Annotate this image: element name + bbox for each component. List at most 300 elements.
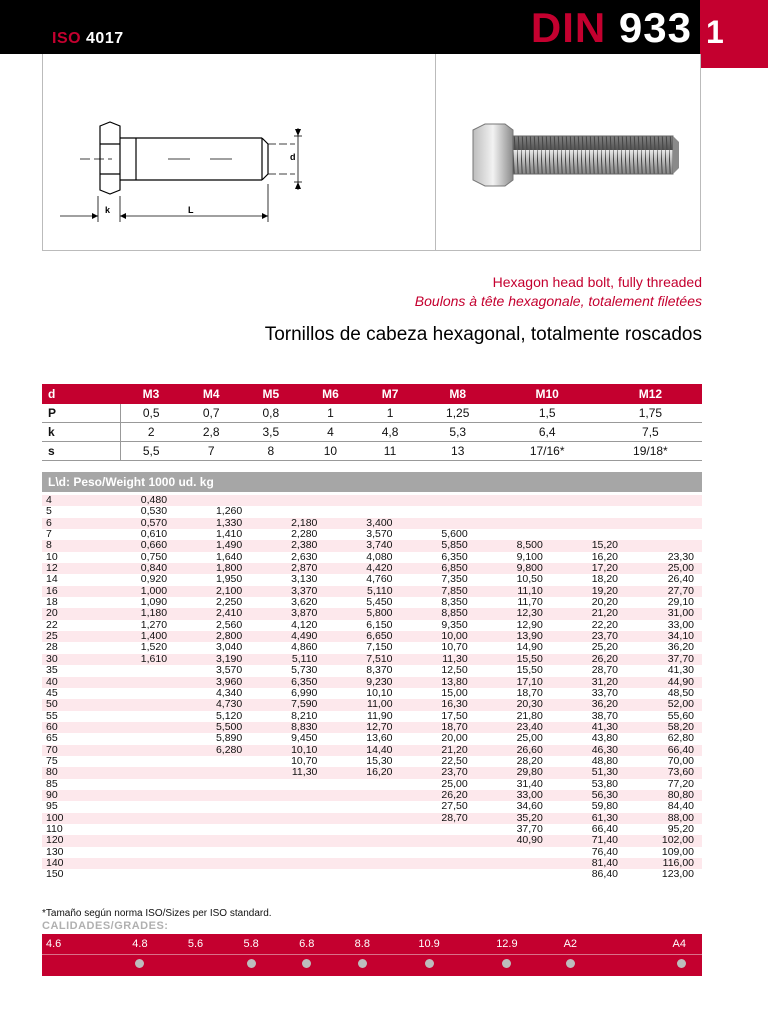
weight-value: 19,20 xyxy=(551,586,626,597)
weight-value xyxy=(325,801,400,812)
weight-value: 15,20 xyxy=(551,540,626,551)
availability-dot-icon xyxy=(135,959,144,968)
weight-value xyxy=(175,813,250,824)
weight-value: 1,800 xyxy=(175,563,250,574)
weight-value: 22,50 xyxy=(401,756,476,767)
weight-value xyxy=(100,665,175,676)
weight-value: 1,090 xyxy=(100,597,175,608)
length-value: 30 xyxy=(42,654,100,665)
weight-value: 28,70 xyxy=(401,813,476,824)
weight-row xyxy=(42,665,702,676)
weight-value xyxy=(476,847,551,858)
weight-value: 102,00 xyxy=(626,835,702,846)
weight-value: 1,260 xyxy=(175,506,250,517)
weight-value: 2,630 xyxy=(250,552,325,563)
weight-value xyxy=(250,790,325,801)
dimension-value: 0,7 xyxy=(181,404,241,423)
header-bar xyxy=(0,0,700,54)
weight-value: 5,890 xyxy=(175,733,250,744)
grade-availability xyxy=(42,955,112,976)
weight-value: 23,70 xyxy=(401,767,476,778)
weight-value: 31,20 xyxy=(551,677,626,688)
weight-value xyxy=(325,790,400,801)
weight-value: 25,20 xyxy=(551,642,626,653)
grade-availability xyxy=(279,955,335,976)
weight-value: 1,000 xyxy=(100,586,175,597)
weight-value: 58,20 xyxy=(626,722,702,733)
weight-value: 6,650 xyxy=(325,631,400,642)
weight-value xyxy=(100,835,175,846)
weight-value: 2,870 xyxy=(250,563,325,574)
length-value: 100 xyxy=(42,813,100,824)
weight-value xyxy=(250,835,325,846)
weight-value: 27,70 xyxy=(626,586,702,597)
weight-value: 2,800 xyxy=(175,631,250,642)
weight-value: 15,30 xyxy=(325,756,400,767)
weight-value: 25,00 xyxy=(401,779,476,790)
title-spanish: Tornillos de cabeza hexagonal, totalmente roscados xyxy=(264,324,702,345)
weight-value: 34,10 xyxy=(626,631,702,642)
length-value: 35 xyxy=(42,665,100,676)
dimensions-row xyxy=(42,404,702,423)
weight-value: 81,40 xyxy=(551,858,626,869)
weight-value: 10,00 xyxy=(401,631,476,642)
weight-value: 31,40 xyxy=(476,779,551,790)
length-value: 85 xyxy=(42,779,100,790)
weight-value xyxy=(250,506,325,517)
weight-value: 9,350 xyxy=(401,620,476,631)
weight-value: 2,180 xyxy=(250,518,325,529)
weight-value xyxy=(100,813,175,824)
dimension-value: 1,5 xyxy=(496,404,599,423)
weight-value: 66,40 xyxy=(551,824,626,835)
dimension-value: 10 xyxy=(301,442,361,461)
weight-value: 6,850 xyxy=(401,563,476,574)
weight-value: 73,60 xyxy=(626,767,702,778)
weight-value: 20,30 xyxy=(476,699,551,710)
label-k: k xyxy=(105,205,111,215)
weight-value xyxy=(325,835,400,846)
weight-value: 15,50 xyxy=(476,654,551,665)
weight-value: 20,20 xyxy=(551,597,626,608)
weight-value: 6,150 xyxy=(325,620,400,631)
weight-value: 41,30 xyxy=(551,722,626,733)
weight-row xyxy=(42,869,702,880)
weight-value: 5,800 xyxy=(325,608,400,619)
weight-value: 16,20 xyxy=(551,552,626,563)
length-value: 80 xyxy=(42,767,100,778)
weight-value: 1,490 xyxy=(175,540,250,551)
weight-value: 15,50 xyxy=(476,665,551,676)
weight-value: 8,850 xyxy=(401,608,476,619)
weight-value xyxy=(551,518,626,529)
length-value: 28 xyxy=(42,642,100,653)
weight-value: 10,10 xyxy=(250,745,325,756)
weight-value: 12,90 xyxy=(476,620,551,631)
weight-value: 3,190 xyxy=(175,654,250,665)
dimension-value: 17/16* xyxy=(496,442,599,461)
dimension-value: 1 xyxy=(301,404,361,423)
dimension-value: 19/18* xyxy=(599,442,702,461)
weight-value xyxy=(250,813,325,824)
weight-value: 84,40 xyxy=(626,801,702,812)
grade-availability xyxy=(335,955,391,976)
weight-value: 8,830 xyxy=(250,722,325,733)
weight-value xyxy=(175,801,250,812)
weight-value: 37,70 xyxy=(476,824,551,835)
weight-value: 5,450 xyxy=(325,597,400,608)
weight-value xyxy=(100,688,175,699)
length-value: 18 xyxy=(42,597,100,608)
dimensions-row xyxy=(42,442,702,461)
weight-value: 6,280 xyxy=(175,745,250,756)
weight-value: 88,00 xyxy=(626,813,702,824)
weight-value xyxy=(626,518,702,529)
weight-value: 25,00 xyxy=(476,733,551,744)
weight-value xyxy=(325,506,400,517)
length-value: 5 xyxy=(42,506,100,517)
weight-value: 1,270 xyxy=(100,620,175,631)
weight-value: 36,20 xyxy=(626,642,702,653)
grade-availability xyxy=(595,955,702,976)
weight-value xyxy=(175,767,250,778)
weight-value: 7,590 xyxy=(250,699,325,710)
weight-value: 86,40 xyxy=(551,869,626,880)
weight-value: 11,00 xyxy=(325,699,400,710)
grade-label: 6.8 xyxy=(299,938,315,950)
row-label: s xyxy=(42,442,121,461)
length-value: 120 xyxy=(42,835,100,846)
length-value: 130 xyxy=(42,847,100,858)
weight-value: 27,50 xyxy=(401,801,476,812)
weight-value: 1,330 xyxy=(175,518,250,529)
weight-value: 25,00 xyxy=(626,563,702,574)
weight-value: 5,850 xyxy=(401,540,476,551)
length-value: 70 xyxy=(42,745,100,756)
weight-value: 71,40 xyxy=(551,835,626,846)
image-divider xyxy=(435,54,436,251)
weight-value xyxy=(100,711,175,722)
weight-value: 1,180 xyxy=(100,608,175,619)
weight-value: 51,30 xyxy=(551,767,626,778)
weight-value: 34,60 xyxy=(476,801,551,812)
grade-label: 4.6 xyxy=(46,938,62,950)
weight-value: 9,100 xyxy=(476,552,551,563)
weight-value: 13,90 xyxy=(476,631,551,642)
weight-value: 48,80 xyxy=(551,756,626,767)
weight-value: 10,70 xyxy=(250,756,325,767)
weight-value xyxy=(100,756,175,767)
length-value: 90 xyxy=(42,790,100,801)
grade-label: 8.8 xyxy=(354,938,370,950)
weight-value xyxy=(175,858,250,869)
length-value: 25 xyxy=(42,631,100,642)
weight-value: 5,500 xyxy=(175,722,250,733)
weight-value: 6,990 xyxy=(250,688,325,699)
weights-table xyxy=(42,495,702,881)
weight-value: 31,00 xyxy=(626,608,702,619)
length-value: 8 xyxy=(42,540,100,551)
weight-value: 1,950 xyxy=(175,574,250,585)
weight-value: 33,00 xyxy=(626,620,702,631)
weight-value: 3,870 xyxy=(250,608,325,619)
length-value: 16 xyxy=(42,586,100,597)
weight-value: 15,00 xyxy=(401,688,476,699)
weight-value: 46,30 xyxy=(551,745,626,756)
din-standard xyxy=(531,4,692,52)
weight-value: 5,110 xyxy=(325,586,400,597)
grades-bar xyxy=(42,934,702,976)
weight-value: 38,70 xyxy=(551,711,626,722)
weight-value: 23,40 xyxy=(476,722,551,733)
weight-value: 7,850 xyxy=(401,586,476,597)
dimension-value: 5,5 xyxy=(121,442,182,461)
weight-value: 3,570 xyxy=(175,665,250,676)
header-cell: M8 xyxy=(420,384,496,404)
weight-value: 80,80 xyxy=(626,790,702,801)
weight-value xyxy=(250,847,325,858)
length-value: 55 xyxy=(42,711,100,722)
weight-value: 13,60 xyxy=(325,733,400,744)
weight-value: 29,10 xyxy=(626,597,702,608)
weight-value xyxy=(100,677,175,688)
length-value: 65 xyxy=(42,733,100,744)
photo-bolt-head xyxy=(473,124,513,186)
weight-value: 21,20 xyxy=(551,608,626,619)
weight-value: 61,30 xyxy=(551,813,626,824)
weight-value xyxy=(626,529,702,540)
weight-value xyxy=(100,869,175,880)
weight-value: 1,400 xyxy=(100,631,175,642)
weight-value: 18,70 xyxy=(401,722,476,733)
weight-value: 5,110 xyxy=(250,654,325,665)
label-L: L xyxy=(188,205,194,215)
grade-label: 5.6 xyxy=(187,938,204,950)
label-d: d xyxy=(290,152,296,162)
weight-value xyxy=(100,847,175,858)
weight-row xyxy=(42,835,702,846)
weight-value: 10,50 xyxy=(476,574,551,585)
weight-value: 9,230 xyxy=(325,677,400,688)
weight-value: 23,70 xyxy=(551,631,626,642)
weight-value xyxy=(250,858,325,869)
weight-value xyxy=(175,869,250,880)
dimension-value: 4,8 xyxy=(360,423,420,442)
weight-value: 5,730 xyxy=(250,665,325,676)
weight-value: 2,380 xyxy=(250,540,325,551)
din-prefix: DIN xyxy=(530,4,607,51)
grades-title: CALIDADES/GRADES: xyxy=(42,920,169,932)
dimensions-row xyxy=(42,423,702,442)
dimension-value: 3,5 xyxy=(241,423,301,442)
weight-row xyxy=(42,801,702,812)
weight-value: 3,130 xyxy=(250,574,325,585)
weight-value: 11,30 xyxy=(250,767,325,778)
weight-value: 0,610 xyxy=(100,529,175,540)
availability-dot-icon xyxy=(358,959,367,968)
weight-value: 9,450 xyxy=(250,733,325,744)
dimension-value: 13 xyxy=(420,442,496,461)
weight-value: 48,50 xyxy=(626,688,702,699)
weight-value: 12,30 xyxy=(476,608,551,619)
weight-value: 28,70 xyxy=(551,665,626,676)
length-value: 40 xyxy=(42,677,100,688)
technical-drawing xyxy=(50,100,310,225)
weight-value xyxy=(401,869,476,880)
weight-value: 59,80 xyxy=(551,801,626,812)
weight-value xyxy=(401,847,476,858)
weight-value: 3,570 xyxy=(325,529,400,540)
weight-value xyxy=(100,779,175,790)
dimension-value: 8 xyxy=(241,442,301,461)
weight-value: 0,570 xyxy=(100,518,175,529)
row-label: P xyxy=(42,404,121,423)
weight-value: 3,370 xyxy=(250,586,325,597)
weight-value xyxy=(100,733,175,744)
page-number: 1 xyxy=(706,14,724,50)
dimension-value: 1 xyxy=(360,404,420,423)
dimension-value: 6,4 xyxy=(496,423,599,442)
weight-value: 2,100 xyxy=(175,586,250,597)
weight-value xyxy=(476,858,551,869)
weight-value: 9,800 xyxy=(476,563,551,574)
weight-value xyxy=(100,824,175,835)
weight-value: 4,340 xyxy=(175,688,250,699)
weight-value: 2,280 xyxy=(250,529,325,540)
weight-value xyxy=(250,869,325,880)
weight-value: 26,40 xyxy=(626,574,702,585)
weight-value: 8,350 xyxy=(401,597,476,608)
weight-value xyxy=(325,858,400,869)
weight-value: 11,90 xyxy=(325,711,400,722)
weight-value: 3,740 xyxy=(325,540,400,551)
weight-value: 2,560 xyxy=(175,620,250,631)
weight-value: 11,30 xyxy=(401,654,476,665)
dimension-value: 5,3 xyxy=(420,423,496,442)
weight-value xyxy=(325,869,400,880)
weight-value: 26,20 xyxy=(401,790,476,801)
length-value: 22 xyxy=(42,620,100,631)
header-cell: M7 xyxy=(360,384,420,404)
dimension-value: 1,25 xyxy=(420,404,496,423)
weight-value: 33,70 xyxy=(551,688,626,699)
weight-value: 1,610 xyxy=(100,654,175,665)
page-number-box xyxy=(700,0,768,68)
header-cell: M12 xyxy=(599,384,702,404)
weight-value: 18,20 xyxy=(551,574,626,585)
weight-value: 6,350 xyxy=(250,677,325,688)
weight-value: 44,90 xyxy=(626,677,702,688)
availability-dot-icon xyxy=(302,959,311,968)
weight-value: 33,00 xyxy=(476,790,551,801)
weights-table-title: L\d: Peso/Weight 1000 ud. kg xyxy=(42,472,702,492)
weight-value xyxy=(175,779,250,790)
bolt-head-outline xyxy=(100,122,120,194)
length-value: 4 xyxy=(42,495,100,506)
weight-value: 4,490 xyxy=(250,631,325,642)
weight-value: 40,90 xyxy=(476,835,551,846)
weight-value: 4,860 xyxy=(250,642,325,653)
grade-availability xyxy=(468,955,546,976)
iso-number: 4017 xyxy=(86,30,124,47)
weight-value: 36,20 xyxy=(551,699,626,710)
weight-value: 76,40 xyxy=(551,847,626,858)
row-label: k xyxy=(42,423,121,442)
weight-value: 53,80 xyxy=(551,779,626,790)
din-number: 933 xyxy=(618,4,692,51)
weight-value xyxy=(250,779,325,790)
weight-value: 11,10 xyxy=(476,586,551,597)
weight-row xyxy=(42,699,702,710)
header-cell: M4 xyxy=(181,384,241,404)
weight-value: 0,750 xyxy=(100,552,175,563)
availability-dot-icon xyxy=(502,959,511,968)
weight-value: 1,520 xyxy=(100,642,175,653)
weight-value xyxy=(401,824,476,835)
weight-value: 77,20 xyxy=(626,779,702,790)
weight-value: 29,80 xyxy=(476,767,551,778)
weight-value: 56,30 xyxy=(551,790,626,801)
weight-value xyxy=(100,801,175,812)
weight-value xyxy=(325,813,400,824)
iso-standard xyxy=(52,30,124,48)
header-cell: d xyxy=(42,384,121,404)
weight-value xyxy=(626,495,702,506)
weight-value: 6,350 xyxy=(401,552,476,563)
weight-value: 52,00 xyxy=(626,699,702,710)
weight-value: 66,40 xyxy=(626,745,702,756)
weight-value: 8,210 xyxy=(250,711,325,722)
weight-value: 35,20 xyxy=(476,813,551,824)
weight-value xyxy=(175,847,250,858)
weight-value xyxy=(175,824,250,835)
length-value: 95 xyxy=(42,801,100,812)
weight-value: 13,80 xyxy=(401,677,476,688)
header-cell: M10 xyxy=(496,384,599,404)
length-value: 140 xyxy=(42,858,100,869)
dimension-value: 7,5 xyxy=(599,423,702,442)
grade-label: 10.9 xyxy=(418,938,440,950)
weight-value: 3,960 xyxy=(175,677,250,688)
weight-value: 20,00 xyxy=(401,733,476,744)
length-value: 20 xyxy=(42,608,100,619)
weight-value: 116,00 xyxy=(626,858,702,869)
availability-dot-icon xyxy=(425,959,434,968)
grade-label: A4 xyxy=(672,938,686,950)
grade-label: 4.8 xyxy=(132,938,148,950)
weight-value: 8,370 xyxy=(325,665,400,676)
photo-bolt-shank xyxy=(513,136,673,174)
dimension-value: 4 xyxy=(301,423,361,442)
weight-value: 4,080 xyxy=(325,552,400,563)
availability-dot-icon xyxy=(677,959,686,968)
weight-value: 43,80 xyxy=(551,733,626,744)
weight-row xyxy=(42,767,702,778)
grade-availability xyxy=(112,955,168,976)
weight-value xyxy=(476,506,551,517)
weight-value: 11,70 xyxy=(476,597,551,608)
weight-value: 0,920 xyxy=(100,574,175,585)
weight-value xyxy=(476,869,551,880)
weight-value xyxy=(325,847,400,858)
weight-value xyxy=(401,858,476,869)
weight-value xyxy=(476,495,551,506)
weight-value xyxy=(551,506,626,517)
weight-value: 16,30 xyxy=(401,699,476,710)
grades-table xyxy=(42,934,702,975)
weight-value: 55,60 xyxy=(626,711,702,722)
weight-value xyxy=(100,858,175,869)
